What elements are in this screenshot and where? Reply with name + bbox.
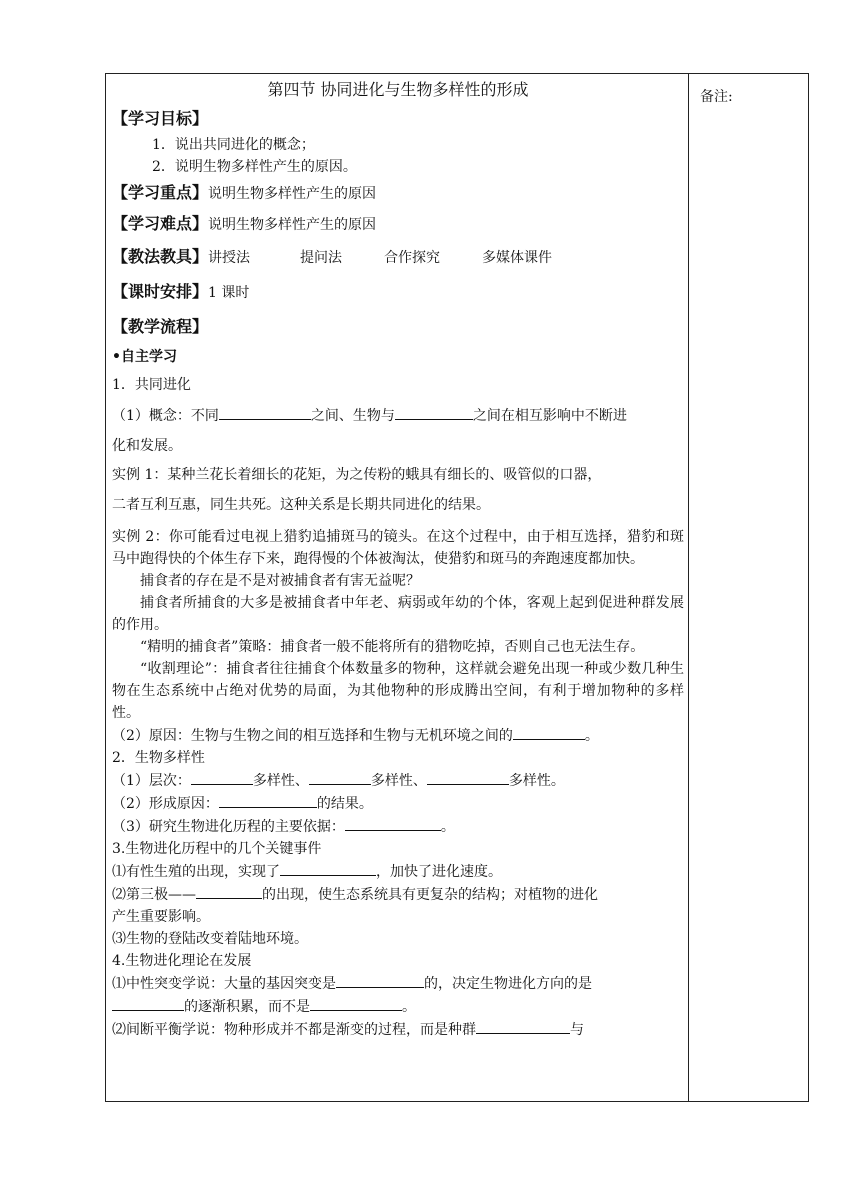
example-1-line: 实例 1：某种兰花长着细长的花矩，为之传粉的蛾具有细长的、吸管似的口器， bbox=[112, 467, 602, 483]
reason-text: 。 bbox=[584, 728, 599, 744]
self-study-heading: •自主学习 bbox=[112, 349, 177, 365]
fill-blank[interactable] bbox=[196, 883, 262, 899]
fill-blank[interactable] bbox=[427, 769, 509, 785]
section-2-title: 2．生物多样性 bbox=[112, 750, 205, 766]
main-content bbox=[112, 76, 684, 1041]
question-paragraph: 捕食者的存在是不是对被捕食者有害无益呢？ bbox=[140, 573, 420, 589]
answer-paragraph: “精明的捕食者”策略：捕食者一般不能将所有的猎物吃掉，否则自己也无法生存。 bbox=[140, 639, 645, 655]
theory-text: 与 bbox=[570, 1022, 584, 1038]
fill-blank[interactable] bbox=[395, 404, 473, 420]
fill-blank[interactable] bbox=[219, 792, 317, 808]
difficulty-heading: 【学习难点】 bbox=[112, 214, 209, 233]
fill-blank[interactable] bbox=[345, 815, 441, 831]
theory-text: 的，决定生物进化方向的是 bbox=[424, 976, 592, 992]
concept-line-end: 化和发展。 bbox=[112, 438, 182, 454]
page-title: 第四节 协同进化与生物多样性的形成 bbox=[267, 80, 529, 99]
key-point-row bbox=[112, 178, 684, 209]
fill-blank[interactable] bbox=[309, 769, 371, 785]
theory-text: ⑵间断平衡学说：物种形成并不都是渐变的过程，而是种群 bbox=[112, 1022, 476, 1038]
event-line: ⑶生物的登陆改变着陆地环境。 bbox=[112, 931, 308, 947]
event-line bbox=[112, 883, 684, 906]
levels-text: 多样性。 bbox=[508, 773, 565, 789]
concept-line bbox=[112, 400, 684, 432]
concept-text: 之间、生物与 bbox=[310, 408, 395, 424]
event-line bbox=[112, 860, 684, 883]
difficulty-text: 说明生物多样性产生的原因 bbox=[208, 217, 377, 233]
theory-line bbox=[112, 1018, 684, 1041]
theory-text: 。 bbox=[402, 999, 416, 1015]
cause-text: （2）形成原因： bbox=[112, 796, 219, 812]
schedule-row bbox=[112, 275, 684, 310]
fill-blank[interactable] bbox=[112, 995, 184, 1011]
methods-row bbox=[112, 240, 684, 275]
methods-heading: 【教法教具】 bbox=[112, 247, 209, 266]
levels-text: （1）层次： bbox=[112, 773, 191, 789]
objective-item: 1．说出共同进化的概念； bbox=[152, 137, 315, 153]
reason-line bbox=[112, 724, 684, 747]
event-text: ，加快了进化速度。 bbox=[376, 864, 502, 880]
levels-text: 多样性、 bbox=[370, 773, 427, 789]
cause-text: 的结果。 bbox=[316, 796, 373, 812]
fill-blank[interactable] bbox=[219, 404, 311, 420]
answer-paragraph: “收割理论”：捕食者往往捕食个体数量多的物种，这样就会避免出现一种或少数几种生物在生态系统中占绝对优势的局面，为其他物种的形成腾出空间，有利于增加物种的多样性。 bbox=[112, 661, 684, 721]
levels-text: 多样性、 bbox=[252, 773, 309, 789]
schedule-text: 1 课时 bbox=[208, 285, 250, 301]
levels-line bbox=[112, 769, 684, 792]
basis-text: 。 bbox=[440, 819, 455, 835]
section-4-title: 4.生物进化理论在发展 bbox=[112, 953, 252, 969]
cause-line bbox=[112, 792, 684, 815]
event-line: 产生重要影响。 bbox=[112, 909, 210, 925]
theory-text: ⑴中性突变学说：大量的基因突变是 bbox=[112, 976, 336, 992]
section-1-title: 1．共同进化 bbox=[112, 377, 191, 393]
fill-blank[interactable] bbox=[476, 1018, 570, 1034]
method-item: 提问法 bbox=[300, 250, 343, 266]
method-item: 讲授法 bbox=[208, 250, 251, 266]
difficulty-row bbox=[112, 209, 684, 240]
notes-column-label: 备注: bbox=[700, 89, 733, 105]
fill-blank[interactable] bbox=[513, 724, 585, 740]
key-point-heading: 【学习重点】 bbox=[112, 183, 209, 202]
section-3-title: 3.生物进化历程中的几个关键事件 bbox=[112, 841, 322, 857]
column-divider bbox=[688, 74, 689, 1101]
reason-text: （2）原因：生物与生物之间的相互选择和生物与无机环境之间的 bbox=[112, 728, 513, 744]
fill-blank[interactable] bbox=[336, 972, 424, 988]
example-1-line: 二者互利互惠，同生共死。这种关系是长期共同进化的结果。 bbox=[112, 497, 490, 513]
schedule-heading: 【课时安排】 bbox=[112, 282, 209, 301]
key-point-text: 说明生物多样性产生的原因 bbox=[208, 186, 377, 202]
method-item: 多媒体课件 bbox=[482, 250, 553, 266]
example-2-paragraph: 实例 2：你可能看过电视上猎豹追捕斑马的镜头。在这个过程中，由于相互选择，猎豹和斑马中跑得快的个体生存下来，跑得慢的个体被淘汰，使猎豹和斑马的奔跑速度都加快。 bbox=[112, 529, 684, 567]
objectives-heading: 【学习目标】 bbox=[112, 109, 209, 128]
method-item: 合作探究 bbox=[384, 250, 441, 266]
event-text: 的出现，使生态系统具有更复杂的结构；对植物的进化 bbox=[262, 887, 598, 903]
basis-line bbox=[112, 815, 684, 838]
fill-blank[interactable] bbox=[310, 995, 402, 1011]
answer-paragraph: 捕食者所捕食的大多是被捕食者中年老、病弱或年幼的个体，客观上起到促进种群发展的作用。 bbox=[112, 595, 684, 633]
basis-text: （3）研究生物进化历程的主要依据： bbox=[112, 819, 345, 835]
event-text: ⑴有性生殖的出现，实现了 bbox=[112, 864, 280, 880]
lesson-plan-table bbox=[105, 73, 809, 1102]
fill-blank[interactable] bbox=[280, 860, 376, 876]
theory-text: 的逐渐积累，而不是 bbox=[184, 999, 310, 1015]
flow-heading: 【教学流程】 bbox=[112, 317, 209, 336]
concept-text: （1）概念：不同 bbox=[112, 408, 219, 424]
theory-line bbox=[112, 995, 684, 1018]
concept-text: 之间在相互影响中不断进 bbox=[472, 408, 627, 424]
event-text: ⑵第三极—— bbox=[112, 887, 196, 903]
objective-item: 2．说明生物多样性产生的原因。 bbox=[152, 159, 357, 175]
theory-line bbox=[112, 972, 684, 995]
fill-blank[interactable] bbox=[191, 769, 253, 785]
